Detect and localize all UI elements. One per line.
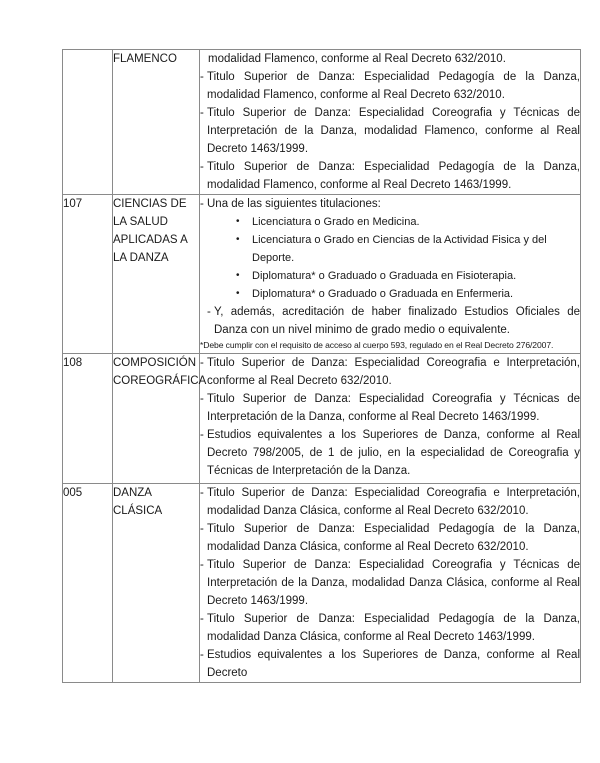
bullet-icon: •	[236, 216, 240, 227]
specialty-name: CIENCIAS DE LA SALUD APLICADAS A LA DANZA	[113, 195, 200, 354]
requirement-text: Titulo Superior de Danza: Especialidad Coreografia y Técnicas de Interpretación de la Danza, conforme al Real Decreto 1463/1999.	[207, 393, 580, 423]
requirement-text: Estudios equivalentes a los Superiores de Danza, conforme al Real Decreto 798/2005, de 1 de julio, en la especialidad de Coreografia y Técnicas de Interpretación de la Danza.	[207, 429, 580, 477]
requirement-text: Titulo Superior de Danza: Especialidad Coreografia e Interpretación, modalidad Danza Clásica, conforme al Real Decreto 632/2010.	[207, 487, 580, 517]
requirements-cell	[200, 195, 581, 354]
specialty-code: 107	[63, 195, 113, 354]
requirement-item	[200, 520, 580, 556]
dash-marker: -	[200, 649, 204, 661]
dash-marker: -	[200, 198, 204, 210]
requirement-text: modalidad Flamenco, conforme al Real Decreto 632/2010.	[208, 53, 506, 65]
degree-text: Diplomatura* o Graduado o Graduada en Fisioterapia.	[252, 270, 517, 282]
requirement-text: Una de las siguientes titulaciones:	[207, 198, 381, 210]
dash-marker: -	[200, 523, 204, 535]
requirement-item	[200, 556, 580, 610]
dash-marker: -	[200, 107, 204, 119]
requirements-cell	[200, 354, 581, 484]
specialty-name: FLAMENCO	[113, 50, 200, 195]
table-row	[63, 50, 581, 195]
requirement-item	[200, 195, 580, 213]
degree-text: Diplomatura* o Graduado o Graduada en Enfermeria.	[252, 288, 514, 300]
requirement-item	[200, 68, 580, 104]
dash-marker: -	[207, 306, 211, 318]
dash-marker: -	[200, 429, 204, 441]
dash-marker: -	[200, 559, 204, 571]
requirement-item	[200, 158, 580, 194]
requirement-item	[200, 354, 580, 390]
degree-list-item	[200, 213, 580, 231]
table-row	[63, 484, 581, 683]
dash-marker: -	[200, 357, 204, 369]
requirement-text: Estudios equivalentes a los Superiores de Danza, conforme al Real Decreto	[207, 649, 580, 679]
degree-text: Licenciatura o Grado en Medicina.	[252, 216, 420, 228]
requirement-item	[200, 390, 580, 426]
degree-text: Licenciatura o Grado en Ciencias de la Actividad Fisica y del Deporte.	[252, 234, 547, 264]
requirement-item	[200, 104, 580, 158]
requirement-item	[200, 610, 580, 646]
requirement-text: Titulo Superior de Danza: Especialidad Pedagogía de la Danza, modalidad Danza Clásica, conforme al Real Decreto 1463/1999.	[207, 613, 580, 643]
requirement-text: Y, además, acreditación de haber finalizado Estudios Oficiales de Danza con un nivel minimo de grado medio o equivalente.	[214, 306, 580, 336]
requirement-text: Titulo Superior de Danza: Especialidad Coreografia y Técnicas de Interpretación de la Danza, modalidad Danza Clásica, conforme al Real Decreto 1463/1999.	[207, 559, 580, 607]
requirements-cell	[200, 50, 581, 195]
requirements-cell	[200, 484, 581, 683]
bullet-icon: •	[236, 270, 240, 281]
requirement-text: Titulo Superior de Danza: Especialidad Coreografia e Interpretación, conforme al Real Decreto 632/2010.	[207, 357, 580, 387]
degree-list-item	[200, 285, 580, 303]
requirement-text: Titulo Superior de Danza: Especialidad Pedagogía de la Danza, modalidad Danza Clásica, conforme al Real Decreto 632/2010.	[207, 523, 580, 553]
footnote: *Debe cumplir con el requisito de acceso al cuerpo 593, regulado en el Real Decreto 276/2007.	[200, 340, 554, 350]
degree-list-item	[200, 231, 580, 267]
specialty-name: COMPOSICIÓN COREOGRÁFICA	[113, 354, 200, 484]
specialty-code	[63, 50, 113, 195]
bullet-icon: •	[236, 288, 240, 299]
specialty-name: DANZA CLÁSICA	[113, 484, 200, 683]
bullet-icon: •	[236, 234, 240, 245]
degree-list	[200, 213, 580, 303]
requirement-item	[200, 484, 580, 520]
requirement-text: Titulo Superior de Danza: Especialidad Pedagogía de la Danza, modalidad Flamenco, conforme al Real Decreto 1463/1999.	[207, 161, 580, 191]
dash-marker: -	[200, 161, 204, 173]
table-row	[63, 195, 581, 354]
requirement-text: Titulo Superior de Danza: Especialidad Pedagogía de la Danza, modalidad Flamenco, conforme al Real Decreto 632/2010.	[207, 71, 580, 101]
dash-marker: -	[200, 71, 204, 83]
dash-marker: -	[200, 487, 204, 499]
specialty-code: 005	[63, 484, 113, 683]
specialty-code: 108	[63, 354, 113, 484]
dash-marker: -	[200, 613, 204, 625]
requirement-item	[200, 426, 580, 480]
degree-list-item	[200, 267, 580, 285]
dash-marker: -	[200, 393, 204, 405]
table-row	[63, 354, 581, 484]
specialty-requirements-table	[62, 49, 581, 683]
requirement-text: Titulo Superior de Danza: Especialidad Coreografia y Técnicas de Interpretación de la Danza, modalidad Flamenco, conforme al Real Decreto 1463/1999.	[207, 107, 580, 155]
requirement-item	[200, 50, 580, 68]
requirement-item	[200, 646, 580, 682]
requirement-item	[200, 303, 580, 339]
